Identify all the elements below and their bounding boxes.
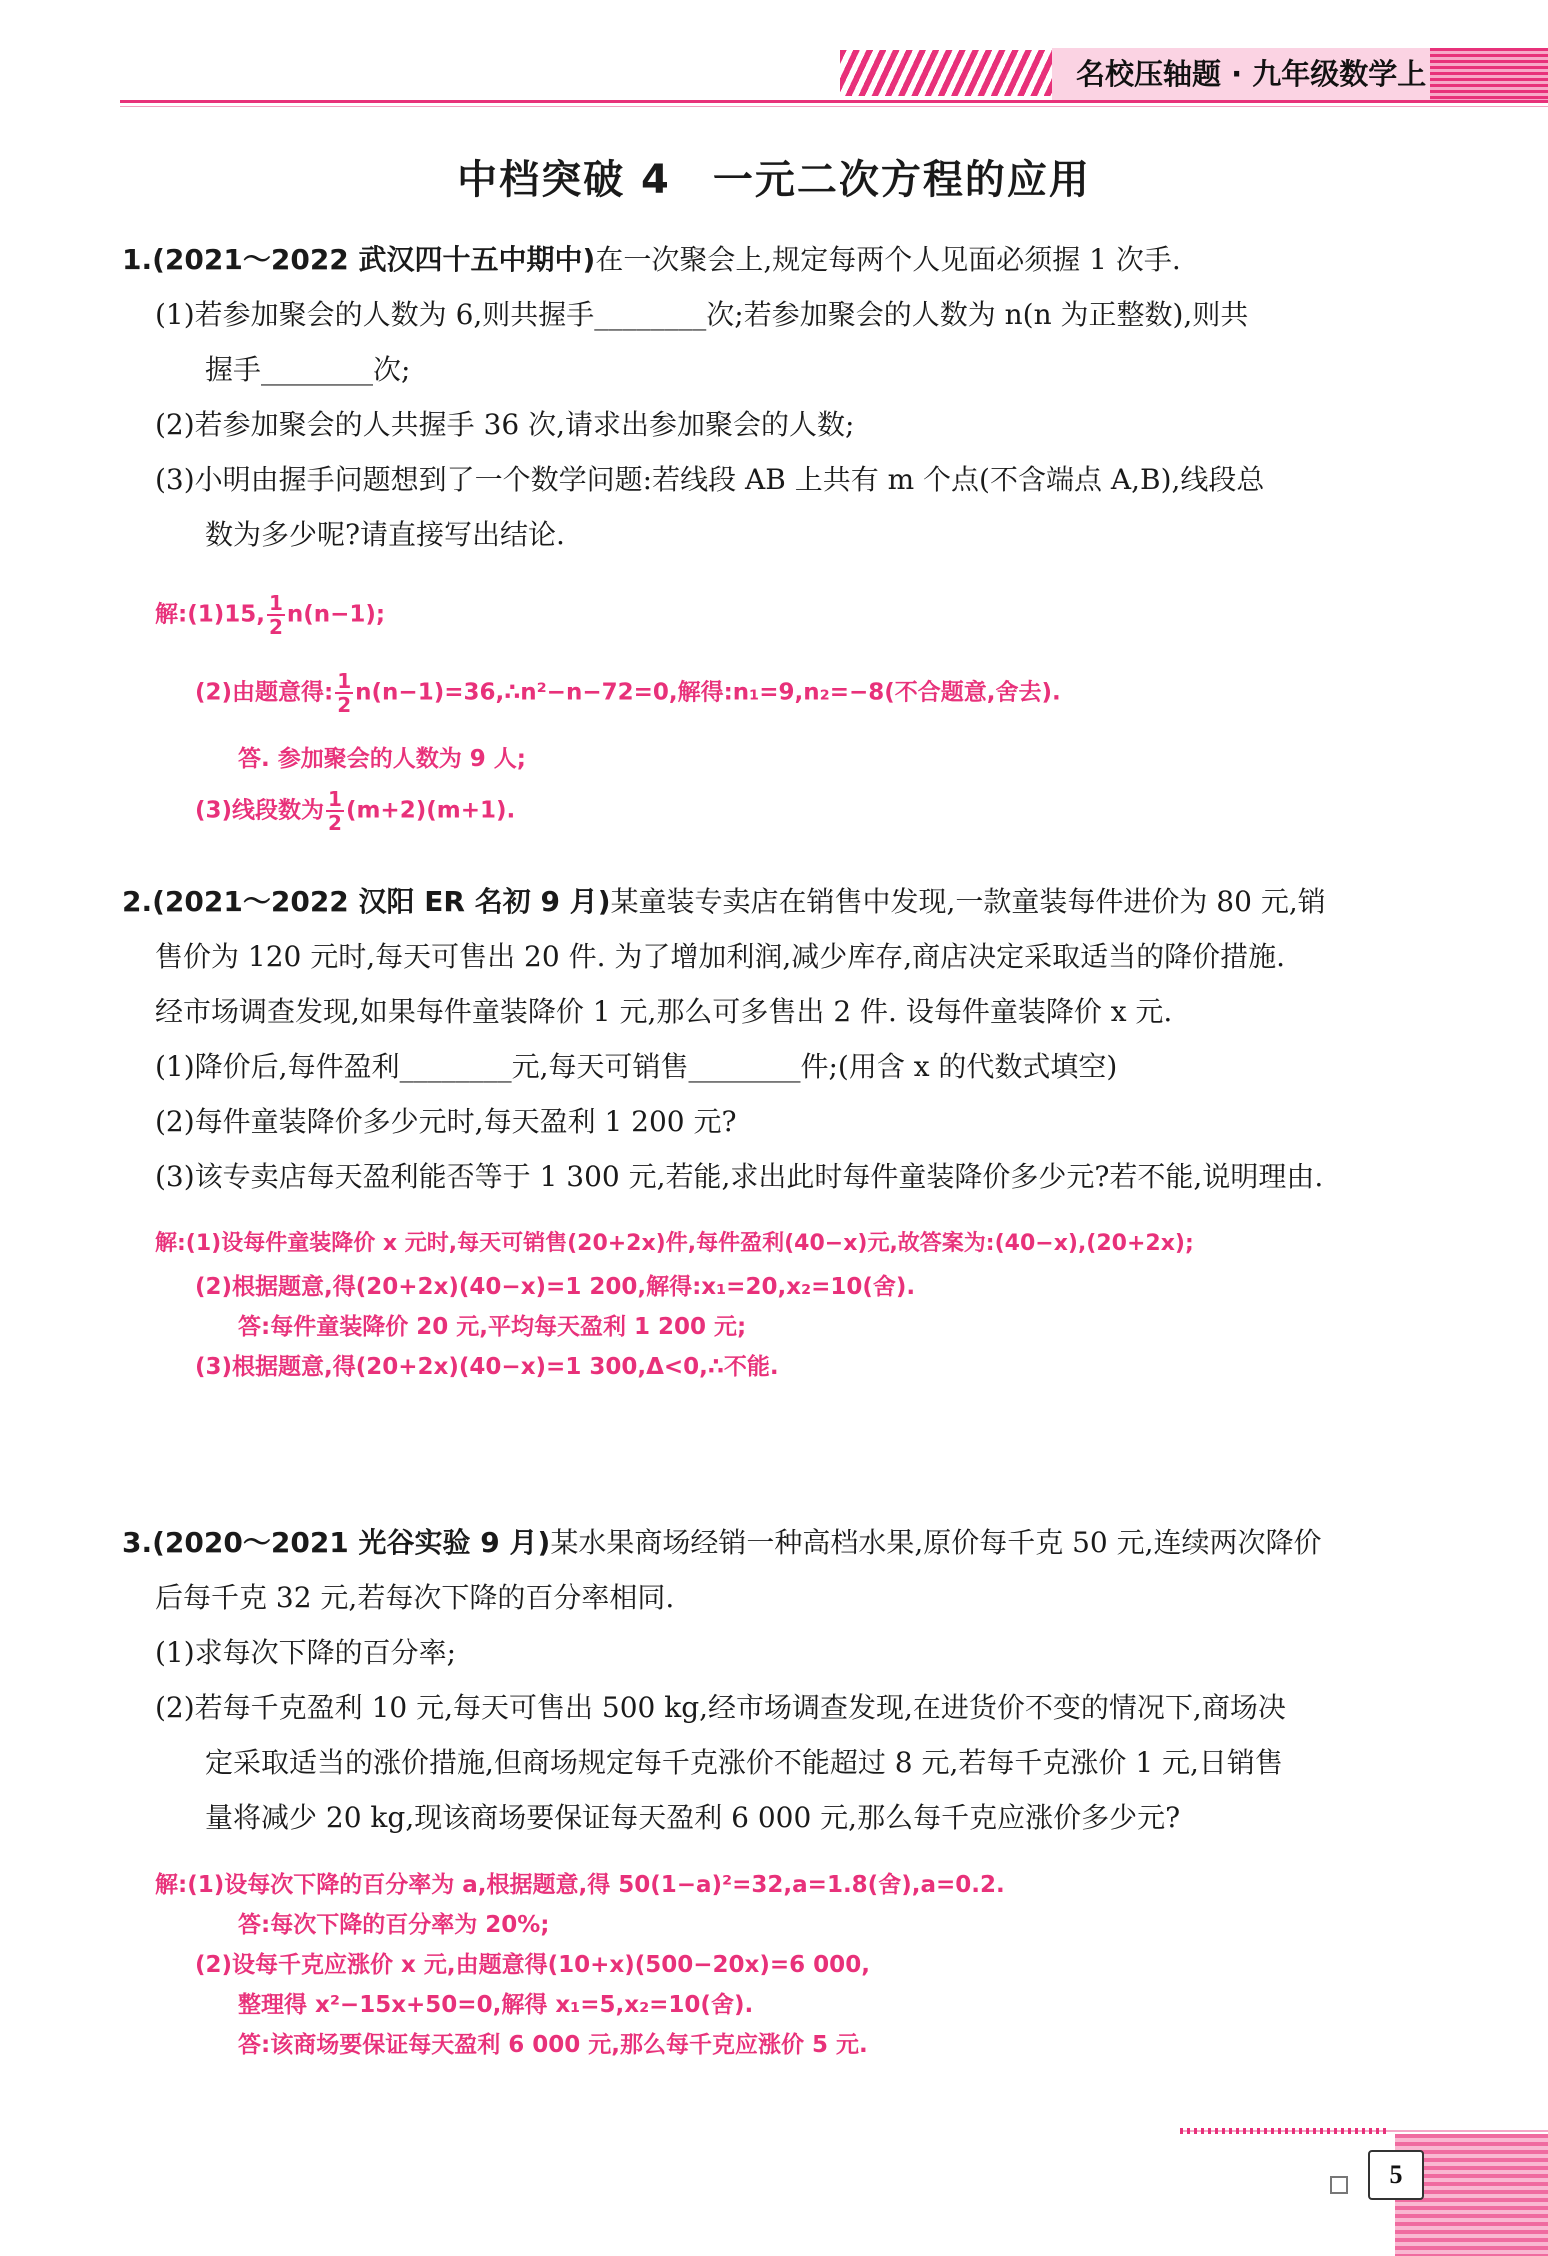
q1-answer-3-post: (m+2)(m+1).: [345, 797, 516, 824]
q3-part1: (1)求每次下降的百分率;: [155, 1636, 457, 1669]
q3-answer-2-b: 整理得 x²−15x+50=0,解得 x₁=5,x₂=10(舍).: [238, 1992, 754, 2018]
q1-answer-2-post: n(n−1)=36,∴n²−n−72=0,解得:n₁=9,n₂=−8(不合题意,舍去).: [355, 679, 1061, 706]
q1-answer-2: [195, 670, 1061, 716]
q1-part3-b: 数为多少呢?请直接写出结论.: [205, 518, 565, 551]
q3-number: 3.: [122, 1526, 153, 1559]
q2-stem-3: 经市场调查发现,如果每件童装降价 1 元,那么可多售出 2 件. 设每件童装降价 x 元.: [155, 995, 1173, 1028]
q2-part3: (3)该专卖店每天盈利能否等于 1 300 元,若能,求出此时每件童装降价多少元?若不能,说明理由.: [155, 1160, 1324, 1193]
header-rule: [120, 100, 1548, 103]
q2-part1: (1)降价后,每件盈利________元,每天可销售________件;(用含 x 的代数式填空): [155, 1050, 1118, 1083]
footer-dots: [1180, 2128, 1390, 2134]
q1-part1-a: (1)若参加聚会的人数为 6,则共握手________次;若参加聚会的人数为 n(n 为正整数),则共: [155, 298, 1249, 331]
footer-square-icon: [1330, 2176, 1348, 2194]
q3-answer-1: 解:(1)设每次下降的百分率为 a,根据题意,得 50(1−a)²=32,a=1.8(舍),a=0.2.: [155, 1872, 1005, 1898]
q3-answer-2: (2)设每千克应涨价 x 元,由题意得(10+x)(500−20x)=6 000,: [195, 1952, 870, 1978]
q3-part2-c: 量将减少 20 kg,现该商场要保证每天盈利 6 000 元,那么每千克应涨价多少元?: [205, 1801, 1181, 1834]
q3-source: (2020～2021 光谷实验 9 月): [152, 1526, 551, 1559]
q1-answer-1: [155, 592, 385, 638]
q1-part3-a: (3)小明由握手问题想到了一个数学问题:若线段 AB 上共有 m 个点(不含端点 A,B),线段总: [155, 463, 1265, 496]
book-series-title: 名校压轴题 · 九年级数学上: [1052, 48, 1430, 100]
q2-answer-2: (2)根据题意,得(20+2x)(40−x)=1 200,解得:x₁=20,x₂=10(舍).: [195, 1274, 916, 1300]
q2-number: 2.: [122, 885, 153, 918]
q3-answer-1-conclusion: 答:每次下降的百分率为 20%;: [238, 1912, 550, 1938]
q1-part1-b: 握手________次;: [205, 353, 411, 386]
q1-answer-1-pre: 解:(1)15,: [155, 601, 265, 628]
fraction-half: [335, 670, 353, 716]
q2-answer-2-conclusion: 答:每件童装降价 20 元,平均每天盈利 1 200 元;: [238, 1314, 747, 1340]
fraction-half: [267, 592, 285, 638]
q2-stem-line-1: [122, 882, 1326, 922]
q1-answer-3: [195, 788, 515, 834]
q3-stem-1: 某水果商场经销一种高档水果,原价每千克 50 元,连续两次降价: [550, 1526, 1322, 1559]
q3-stem-2: 后每千克 32 元,若每次下降的百分率相同.: [155, 1581, 675, 1614]
fraction-numerator: 1: [328, 787, 342, 811]
q2-answer-3: (3)根据题意,得(20+2x)(40−x)=1 300,Δ<0,∴不能.: [195, 1354, 779, 1380]
q2-source: (2021～2022 汉阳 ER 名初 9 月): [152, 885, 611, 918]
q1-answer-2-pre: (2)由题意得:: [195, 679, 334, 706]
q1-answer-1-post: n(n−1);: [286, 601, 386, 628]
q1-stem-line: [122, 240, 1181, 280]
fraction-half: [326, 788, 344, 834]
q3-part2-a: (2)若每千克盈利 10 元,每天可售出 500 kg,经市场调查发现,在进货价不变的情况下,商场决: [155, 1691, 1286, 1724]
q3-stem-line-1: [122, 1523, 1322, 1563]
q1-stem: 在一次聚会上,规定每两个人见面必须握 1 次手.: [595, 243, 1181, 276]
fraction-numerator: 1: [337, 669, 352, 693]
q1-source: (2021～2022 武汉四十五中期中): [152, 243, 596, 276]
fraction-numerator: 1: [268, 591, 283, 615]
q2-stem-1: 某童装专卖店在销售中发现,一款童装每件进价为 80 元,销: [610, 885, 1326, 918]
page-number: 5: [1368, 2150, 1424, 2200]
q3-answer-2-conclusion: 答:该商场要保证每天盈利 6 000 元,那么每千克应涨价 5 元.: [238, 2032, 868, 2058]
fraction-denominator: 2: [328, 811, 342, 835]
q1-part2: (2)若参加聚会的人共握手 36 次,请求出参加聚会的人数;: [155, 408, 855, 441]
q3-part2-b: 定采取适当的涨价措施,但商场规定每千克涨价不能超过 8 元,若每千克涨价 1 元,日销售: [205, 1746, 1283, 1779]
page-title: 中档突破 4 一元二次方程的应用: [457, 157, 1091, 203]
fraction-denominator: 2: [268, 615, 283, 639]
q2-part2: (2)每件童装降价多少元时,每天盈利 1 200 元?: [155, 1105, 737, 1138]
q1-number: 1.: [122, 243, 153, 276]
header-stripes: [840, 50, 1052, 96]
header-rule-thin: [120, 106, 1548, 107]
header-right-stripes: [1430, 48, 1548, 100]
q1-answer-2-conclusion: 答. 参加聚会的人数为 9 人;: [238, 746, 526, 772]
fraction-denominator: 2: [337, 693, 352, 717]
q2-stem-2: 售价为 120 元时,每天可售出 20 件. 为了增加利润,减少库存,商店决定采取适当的降价措施.: [155, 940, 1286, 973]
q1-answer-3-pre: (3)线段数为: [195, 797, 325, 824]
q2-answer-1: 解:(1)设每件童装降价 x 元时,每天可销售(20+2x)件,每件盈利(40−x)元,故答案为:(40−x),(20+2x);: [155, 1231, 1194, 1256]
